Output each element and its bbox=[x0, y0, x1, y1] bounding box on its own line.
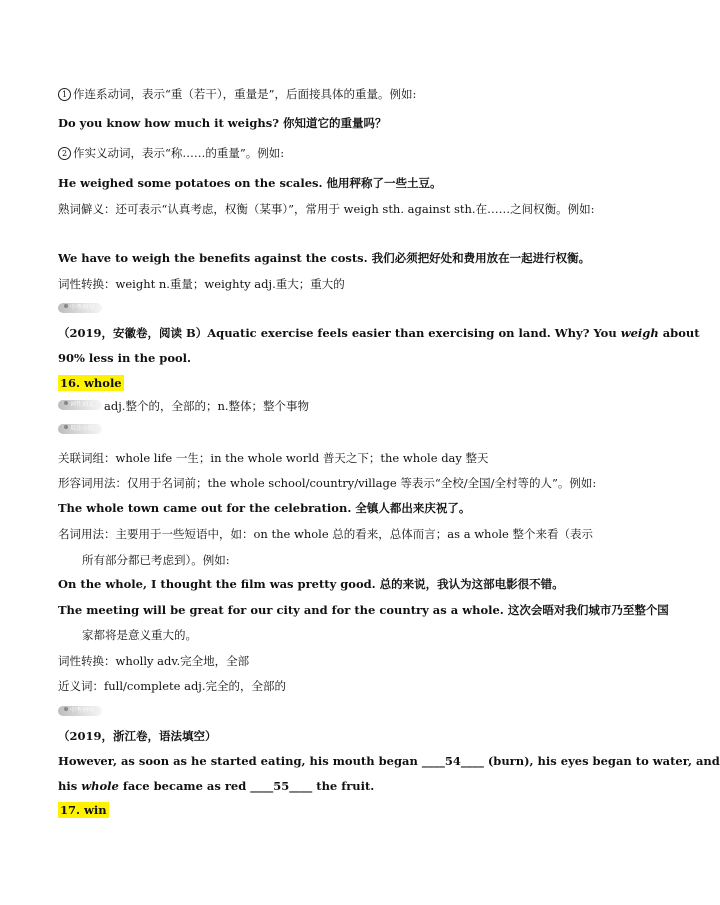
example-sentence: We have to weigh the benefits against the costs. 我们必须把好处和费用放在一起进行权衡。 bbox=[58, 251, 591, 265]
example-sentence: The meeting will be great for our city and for the country as a whole. 这次会晤对我们城市乃至整个国 bbox=[58, 603, 669, 617]
synonym-line: 近义词：full/complete adj.完全的，全部的 bbox=[58, 679, 287, 693]
text-line: 2 作实义动词，表示“称……的重量”。例如: bbox=[58, 146, 612, 161]
tag-dot-icon bbox=[64, 401, 68, 405]
text-line: 形容词用法：仅用于名词前；the whole school/country/village 等表示“全校/全国/全村等的人”。例如: bbox=[58, 476, 597, 490]
circled-number: 1 bbox=[58, 88, 71, 101]
text-line: 名词用法：主要用于一些短语中，如：on the whole 总的看来，总体而言；as a whole 整个来看（表示 bbox=[58, 527, 594, 541]
exam-line: 90% less in the pool. bbox=[58, 351, 192, 365]
usage-summary-tag: 用法小结 bbox=[58, 424, 102, 434]
part-of-speech-tag: 词性词义 bbox=[58, 400, 102, 410]
text-line: 熟词僻义：还可表示“认真考虑，权衡（某事）”，常用于 weigh sth. against sth.在……之间权衡。例如: bbox=[58, 202, 595, 216]
exam-line: However, as soon as he started eating, his mouth began ____54____ (burn), his eyes began to water, and bbox=[58, 754, 720, 768]
exam-line: （2019，安徽卷，阅读 B）Aquatic exercise feels easier than exercising on land. Why? You weigh about bbox=[58, 326, 700, 340]
example-sentence: Do you know how much it weighs? 你知道它的重量吗？ bbox=[58, 116, 387, 130]
tag-dot-icon bbox=[64, 425, 68, 429]
tag-dot-icon bbox=[64, 304, 68, 308]
text-line: 关联词组：whole life 一生；in the whole world 普天之下；the whole day 整天 bbox=[58, 451, 489, 465]
word-form-line: 词性转换：weight n.重量；weighty adj.重大；重大的 bbox=[58, 277, 345, 291]
tag-dot-icon bbox=[64, 707, 68, 711]
example-sentence: He weighed some potatoes on the scales. 他用秤称了一些土豆。 bbox=[58, 176, 442, 190]
text-line: 1 作连系动词，表示“重（若干），重量是”，后面接具体的重量。例如: bbox=[58, 87, 612, 102]
example-sentence: On the whole, I thought the film was pretty good. 总的来说，我认为这部电影很不错。 bbox=[58, 577, 564, 591]
word-heading: 16. whole bbox=[60, 376, 122, 390]
word-form-line: 词性转换：wholly adv.完全地，全部 bbox=[58, 654, 250, 668]
circled-number: 2 bbox=[58, 147, 71, 160]
exam-source-line: （2019，浙江卷，语法填空） bbox=[58, 729, 217, 743]
exam-example-tag: 中考例句 bbox=[58, 706, 102, 716]
exam-example-tag: 中考例句 bbox=[58, 303, 102, 313]
text-line: 所有部分都已考虑到）。例如: bbox=[82, 553, 230, 567]
definition-line: adj.整个的，全部的；n.整体；整个事物 bbox=[104, 399, 309, 413]
example-sentence: The whole town came out for the celebration. 全镇人都出来庆祝了。 bbox=[58, 501, 471, 515]
word-heading: 17. win bbox=[60, 803, 107, 817]
exam-line: his whole face became as red ____55____ the fruit. bbox=[58, 779, 375, 793]
text-line: 家都将是意义重大的。 bbox=[82, 628, 197, 642]
